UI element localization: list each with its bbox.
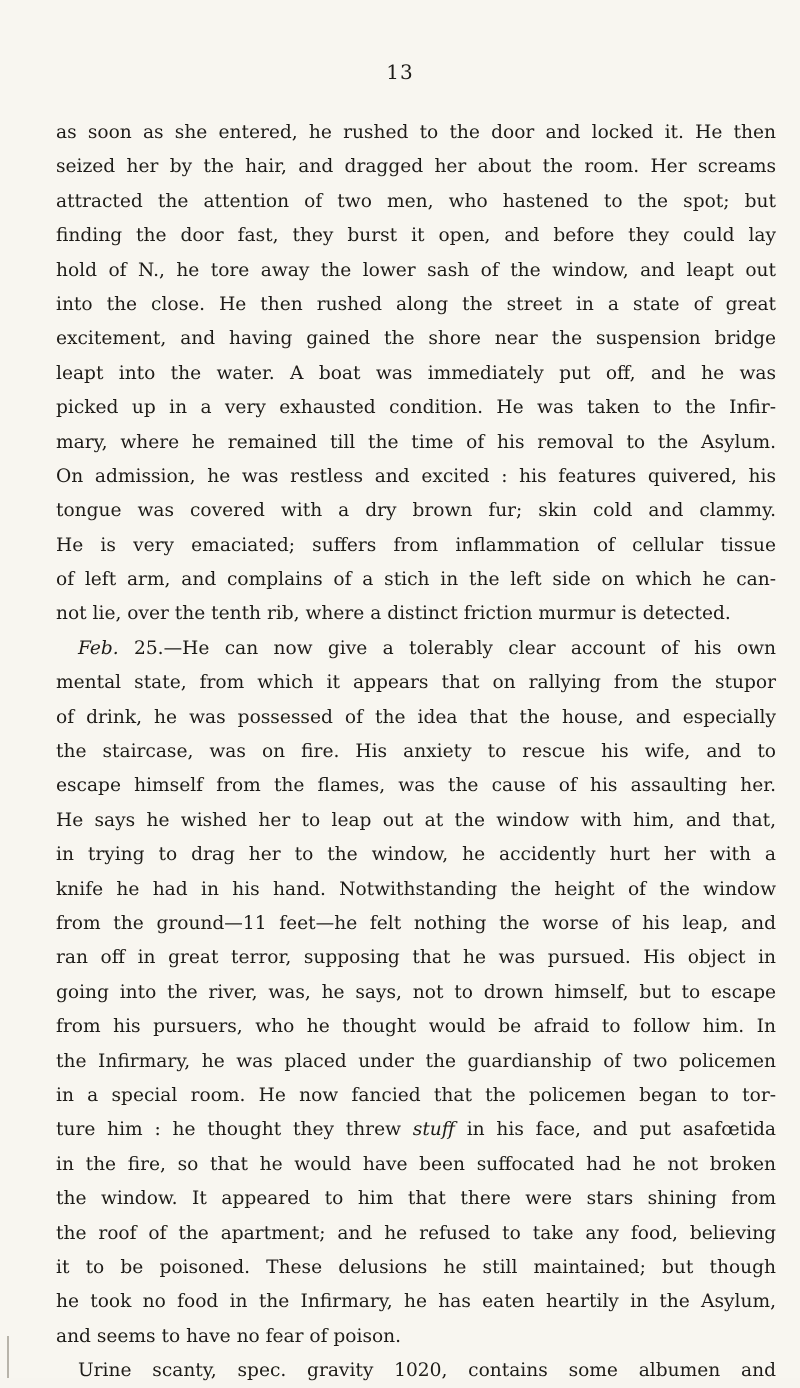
text-line [56,1010,776,1044]
line-segment: in his face, and put asafœtida [454,1119,777,1141]
line-segment: the staircase, was on fire. His anxiety to rescue his wife, and to [56,741,776,763]
text-line [56,322,776,356]
line-segment: of drink, he was possessed of the idea that the house, and especially [56,706,776,728]
line-segment: he took no food in the Infirmary, he has eaten heartily in the Asylum, [56,1291,776,1313]
italic-word: stuff [412,1119,455,1141]
text-line [56,976,776,1010]
text-line [56,1320,776,1354]
date-heading: Feb. [78,637,119,659]
line-segment: the window. It appeared to him that there were stars shining from [56,1188,776,1210]
line-segment: going into the river, was, he says, not to drown himself, but to escape [56,981,776,1003]
text-line [56,804,776,838]
line-segment: ture him : he thought they threw [56,1119,413,1141]
page-edge-mark [7,1336,9,1378]
text-line [56,1113,776,1147]
line-segment: attracted the attention of two men, who hastened to the spot; but [56,190,776,212]
text-line [56,1285,776,1319]
line-segment: 25.—He can now give a tolerably clear account of his own [118,637,776,659]
line-segment: mental state, from which it appears that on rallying from the stupor [56,672,776,694]
line-segment: picked up in a very exhausted condition. He was taken to the Infir- [56,397,776,419]
text-line [56,254,776,288]
text-line [56,1251,776,1285]
line-segment: excitement, and having gained the shore near the suspension bridge [56,328,776,350]
text-line [56,1182,776,1216]
line-segment: leapt into the water. A boat was immediately put off, and he was [56,362,776,384]
line-segment: in trying to drag her to the window, he accidently hurt her with a [56,844,776,866]
line-segment: mary, where he remained till the time of his removal to the Asylum. [56,431,776,453]
line-segment: in the fire, so that he would have been suffocated had he not broken [56,1153,776,1175]
line-segment: the Infirmary, he was placed under the guardianship of two policemen [56,1050,776,1072]
line-segment: of left arm, and complains of a stich in the left side on which he can- [56,569,776,591]
line-segment: On admission, he was restless and excited : his features quivered, his [56,465,776,487]
text-line [56,1045,776,1079]
line-segment: as soon as she entered, he rushed to the door and locked it. He then [56,122,776,143]
line-segment: from his pursuers, who he thought would be afraid to follow him. In [56,1016,776,1038]
text-line [56,1148,776,1182]
line-segment: in a special room. He now fancied that the policemen began to tor- [56,1084,776,1106]
text-line [56,529,776,563]
text-line [56,460,776,494]
text-line [56,735,776,769]
text-line [56,494,776,528]
text-line [56,219,776,253]
line-segment: finding the door fast, they burst it open, and before they could lay [56,225,776,247]
line-segment: tongue was covered with a dry brown fur; skin cold and clammy. [56,500,776,522]
line-segment: knife he had in his hand. Notwithstanding the height of the window [56,878,776,900]
text-line [56,357,776,391]
text-line [56,288,776,322]
text-line [56,426,776,460]
text-line [56,666,776,700]
line-segment: the roof of the apartment; and he refused to take any food, believing [56,1222,776,1244]
line-segment: not lie, over the tenth rib, where a distinct friction murmur is detected. [56,603,731,625]
text-line [56,1079,776,1113]
line-segment: it to be poisoned. These delusions he still maintained; but though [56,1256,776,1278]
text-line [56,185,776,219]
text-line [56,769,776,803]
line-segment: ran off in great terror, supposing that he was pursued. His object in [56,947,776,969]
text-line [56,116,776,150]
line-segment: seized her by the hair, and dragged her about the room. Her screams [56,156,776,178]
text-line [56,838,776,872]
line-segment: hold of N., he tore away the lower sash of the window, and leapt out [56,259,776,281]
text-line [56,873,776,907]
text-line [56,632,776,666]
text-line [56,1217,776,1251]
text-line [56,701,776,735]
line-segment: and seems to have no fear of poison. [56,1325,402,1347]
text-line [56,563,776,597]
line-segment: escape himself from the flames, was the cause of his assaulting her. [56,775,776,797]
line-segment: into the close. He then rushed along the street in a state of great [56,293,776,315]
line-segment: He is very emaciated; suffers from inflammation of cellular tissue [56,534,776,556]
text-line [56,1354,776,1388]
text-line [56,941,776,975]
text-line [56,150,776,184]
text-line [56,391,776,425]
page-number: 13 [386,60,414,84]
text-line [56,907,776,941]
line-segment: He says he wished her to leap out at the window with him, and that, [56,809,776,831]
line-segment: from the ground—11 feet—he felt nothing the worse of his leap, and [56,912,776,934]
text-line [56,597,776,631]
line-segment: Urine scanty, spec. gravity 1020, contains some albumen and [78,1360,776,1382]
body-text [56,116,776,1388]
